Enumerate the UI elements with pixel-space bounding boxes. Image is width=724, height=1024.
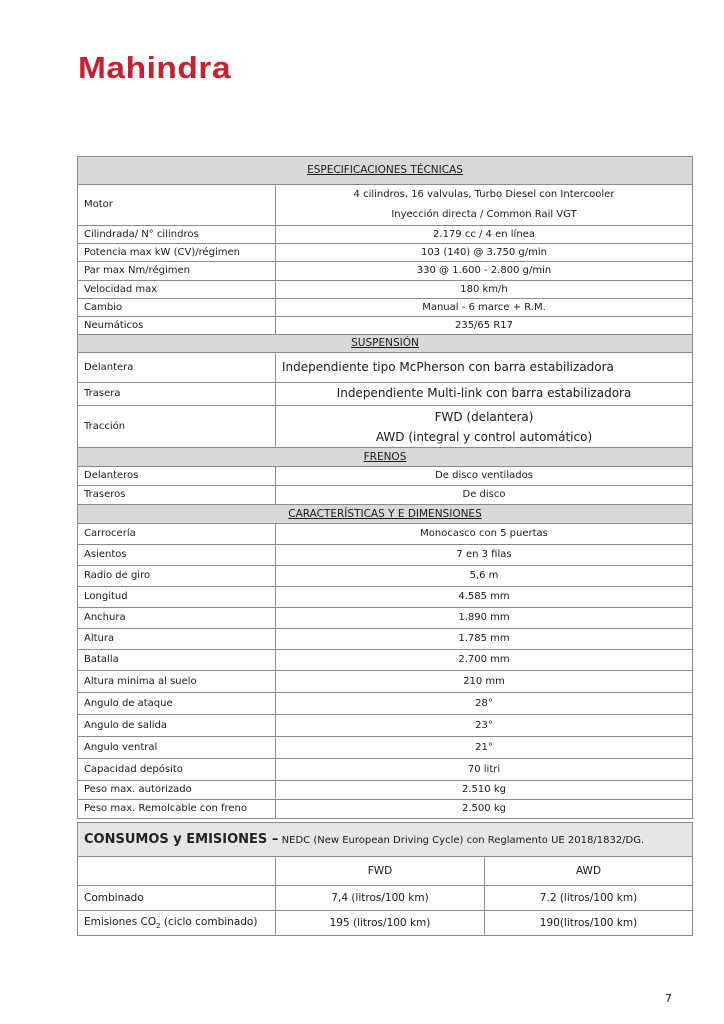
table-row [78,545,693,566]
row-value: De disco ventilados [276,467,693,486]
table-row [78,226,693,244]
emissions-label-prefix: Emisiones CO [84,915,157,928]
row-label: Carrocería [78,524,276,545]
section-title: FRENOS [363,450,407,463]
section-header-frenos [78,448,693,467]
row-value: Monocasco con 5 puertas [276,524,693,545]
row-label: Asientos [78,545,276,566]
row-label: Angulo ventral [78,737,276,759]
section-title: ESPECIFICACIONES TÉCNICAS [307,164,463,177]
row-label: Anchura [78,608,276,629]
table-row [78,353,693,383]
row-value: 180 km/h [276,281,693,299]
row-value: 21° [276,737,693,759]
table-row [78,524,693,545]
row-value: 4.585 mm [276,587,693,608]
row-label: Trasera [78,383,276,406]
row-value: Manual - 6 marce + R.M. [276,299,693,317]
row-value: 23° [276,715,693,737]
row-value: 5,6 m [276,566,693,587]
table-row [78,671,693,693]
column-headers [78,857,693,886]
row-label: Cilindrada/ N° cilindros [78,226,276,244]
table-row [78,185,693,226]
row-label: Radio de giro [78,566,276,587]
row-label: Cambio [78,299,276,317]
row-value: 70 litri [276,759,693,781]
row-label: Peso max. Remolcable con freno [78,800,276,819]
section-header-suspension [78,335,693,353]
row-value: 2.500 kg [276,800,693,819]
consumption-table [77,822,693,936]
row-label: Velocidad max [78,281,276,299]
row-label: Potencia max kW (CV)/régimen [78,244,276,262]
row-value: De disco [276,486,693,505]
section-title: CARACTERÍSTICAS Y E DIMENSIONES [288,507,482,520]
row-label: Combinado [78,886,276,911]
value-awd: 190(litros/100 km) [485,911,693,936]
row-value: 28° [276,693,693,715]
mahindra-logo: Mahindra [78,50,232,85]
motor-line-2: Inyección directa / Common Rail VGT [391,209,577,220]
page-number: 7 [665,992,672,1005]
row-label: Capacidad depósito [78,759,276,781]
value-fwd: 195 (litros/100 km) [276,911,485,936]
row-value: 235/65 R17 [276,317,693,335]
table-row [78,737,693,759]
row-label: Batalla [78,650,276,671]
value-fwd: 7,4 (litros/100 km) [276,886,485,911]
row-value: 210 mm [276,671,693,693]
row-label: Par max Nm/régimen [78,262,276,281]
row-label: Peso max. autorizado [78,781,276,800]
traccion-line-2: AWD (integral y control automático) [375,429,593,444]
table-row [78,759,693,781]
value-awd: 7.2 (litros/100 km) [485,886,693,911]
row-value: Independiente Multi-link con barra estabilizadora [276,383,693,406]
table-row [78,608,693,629]
row-label: Delanteros [78,467,276,486]
consumption-subtitle: NEDC (New European Driving Cycle) con Reglamento UE 2018/1832/DG. [281,835,645,846]
table-row [78,566,693,587]
row-value: 1.890 mm [276,608,693,629]
row-label [78,911,276,936]
row-value [276,406,693,448]
row-label: Longitud [78,587,276,608]
section-header-dimensiones [78,505,693,524]
table-row [78,911,693,936]
spec-table [77,156,693,819]
table-row [78,467,693,486]
table-row [78,406,693,448]
table-row [78,629,693,650]
row-label: Delantera [78,353,276,383]
row-label: Neumáticos [78,317,276,335]
row-label: Altura [78,629,276,650]
table-row [78,715,693,737]
table-row [78,486,693,505]
row-value: 2.510 kg [276,781,693,800]
consumption-title: CONSUMOS y EMISIONES – [84,832,279,847]
row-label: Traseros [78,486,276,505]
section-header-especificaciones [78,157,693,185]
consumption-header [78,823,693,857]
row-value: 1.785 mm [276,629,693,650]
table-row [78,693,693,715]
row-label: Altura minima al suelo [78,671,276,693]
section-title: SUSPENSIÓN [351,337,419,350]
table-row [78,587,693,608]
row-value [276,185,693,226]
table-row [78,244,693,262]
table-row [78,800,693,819]
column-header-awd: AWD [485,857,693,886]
emissions-label-subscript: 2 [156,922,161,931]
table-row [78,781,693,800]
table-row [78,317,693,335]
table-row [78,383,693,406]
row-value: 2.700 mm [276,650,693,671]
traccion-line-1: FWD (delantera) [434,409,534,424]
row-value: Independiente tipo McPherson con barra estabilizadora [276,353,693,383]
motor-line-1: 4 cilindros, 16 valvulas, Turbo Diesel con Intercooler [353,189,615,200]
row-value: 2.179 cc / 4 en línea [276,226,693,244]
table-row [78,650,693,671]
row-value: 7 en 3 filas [276,545,693,566]
table-row [78,262,693,281]
emissions-label-suffix: (ciclo combinado) [160,915,258,928]
row-label: Motor [78,185,276,226]
row-value: 103 (140) @ 3.750 g/min [276,244,693,262]
table-row [78,886,693,911]
table-row [78,299,693,317]
table-row [78,281,693,299]
row-label: Angulo de salida [78,715,276,737]
row-value: 330 @ 1.600 - 2.800 g/min [276,262,693,281]
column-header-fwd: FWD [276,857,485,886]
row-label: Angulo de ataque [78,693,276,715]
row-label: Tracción [78,406,276,448]
